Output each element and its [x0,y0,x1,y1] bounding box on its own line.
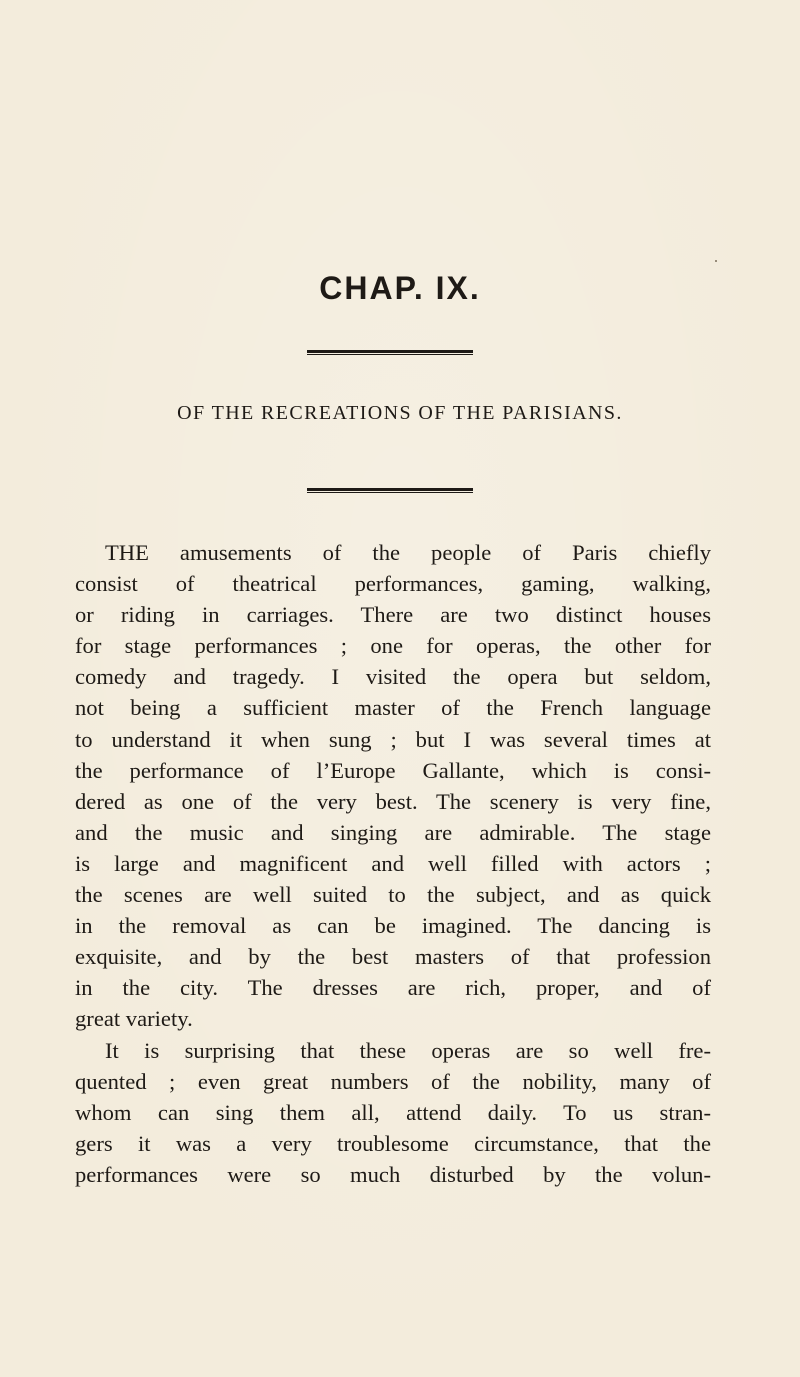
paper-speck [715,260,717,262]
text-line: not being a sufficient master of the French language [75,695,711,721]
text-line: the scenes are well suited to the subject, and as quick [75,882,711,908]
text-line: comedy and tragedy. I visited the opera but seldom, [75,664,711,690]
paragraph-2 [75,1035,711,1190]
text-line: and the music and singing are admirable. The stage [75,819,711,845]
text-line: exquisite, and by the best masters of that profession [75,944,711,970]
text-line: consist of theatrical performances, gaming, walking, [75,571,711,597]
text-line: in the removal as can be imagined. The dancing is [75,913,711,939]
text-line: in the city. The dresses are rich, proper, and of [75,975,711,1001]
text-line: or riding in carriages. There are two distinct houses [75,602,711,628]
text-line: dered as one of the very best. The scenery is very fine, [75,788,711,814]
bottom-rule [307,488,473,493]
chapter-heading: CHAP. IX. [319,270,481,306]
text-line: THE amusements of the people of Paris chiefly [105,540,711,565]
top-rule [307,350,473,355]
chapter-body [75,537,711,1190]
text-line: quented ; even great numbers of the nobility, many of [75,1068,711,1094]
paragraph-1 [75,537,711,1035]
text-line: great variety. [75,1006,193,1032]
text-line: whom can sing them all, attend daily. To us stran- [75,1099,711,1125]
text-line: gers it was a very troublesome circumstance, that the [75,1130,711,1156]
text-line: for stage performances ; one for operas, the other for [75,633,711,659]
text-line: the performance of l’Europe Gallante, which is consi- [75,757,711,783]
text-line: to understand it when sung ; but I was several times at [75,726,711,752]
text-line: performances were so much disturbed by the volun- [75,1161,711,1187]
text-line: It is surprising that these operas are so well fre- [105,1037,711,1063]
chapter-subtitle: OF THE RECREATIONS OF THE PARISIANS. [177,402,623,424]
text-line: is large and magnificent and well filled with actors ; [75,850,711,876]
